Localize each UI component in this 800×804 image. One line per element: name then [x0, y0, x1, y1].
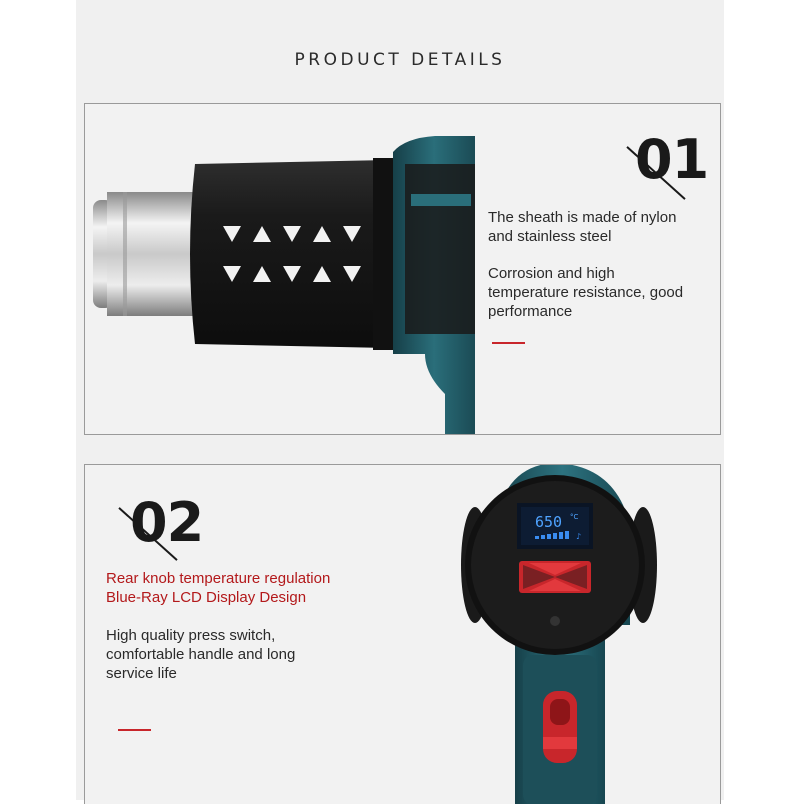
- page-title: PRODUCT DETAILS: [294, 50, 506, 70]
- lcd-unit: °C: [570, 513, 579, 521]
- detail-panel-01: [84, 103, 721, 435]
- accent-line-01: [492, 342, 525, 344]
- svg-text:♪: ♪: [576, 532, 582, 541]
- section2-text-line: High quality press switch,: [106, 627, 276, 644]
- heat-gun-rear-image: [455, 465, 675, 804]
- section1-text-line: temperature resistance, good: [488, 284, 684, 301]
- section-number-01: 01: [635, 128, 709, 191]
- section1-text-line: performance: [488, 303, 573, 320]
- section2-text-line: comfortable handle and long: [106, 646, 296, 663]
- section2-feature-line: Blue-Ray LCD Display Design: [106, 589, 307, 606]
- section2-feature-line: Rear knob temperature regulation: [106, 570, 331, 587]
- lcd-temperature-reading: 650: [535, 513, 563, 531]
- section1-text-line: Corrosion and high: [488, 265, 615, 282]
- detail-panel-02: [84, 464, 721, 804]
- heat-gun-nozzle-image: [85, 104, 485, 435]
- section2-text-line: service life: [106, 665, 177, 682]
- section-number-02: 02: [130, 491, 204, 554]
- section1-text-line: and stainless steel: [488, 228, 612, 245]
- section1-text-line: The sheath is made of nylon: [488, 209, 677, 226]
- accent-line-02: [118, 729, 151, 731]
